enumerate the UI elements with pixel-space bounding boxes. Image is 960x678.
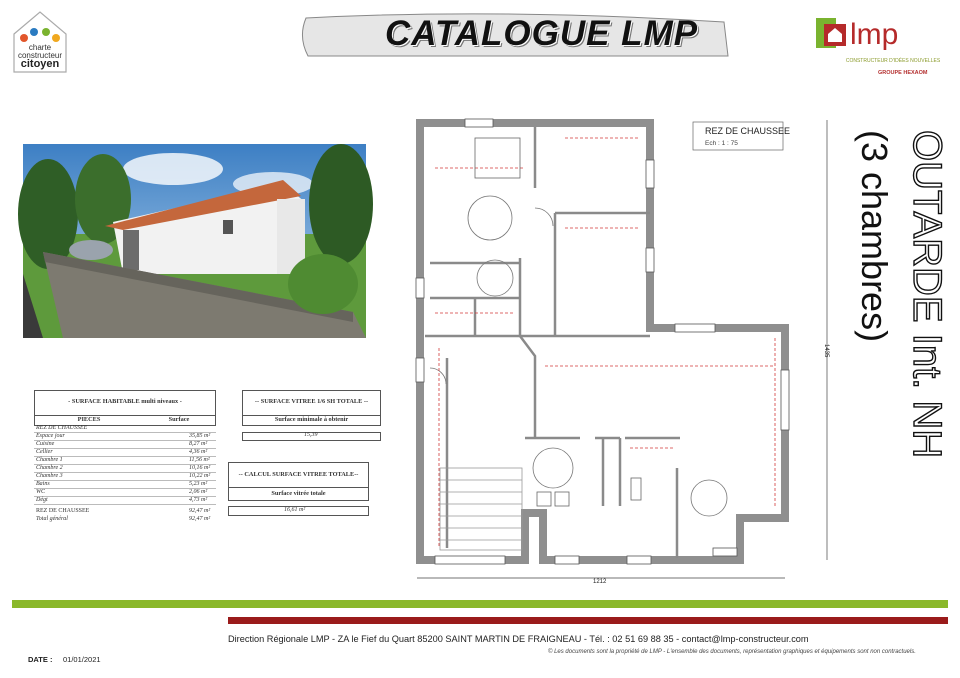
- surface-row-value: 8,27 m²: [189, 441, 208, 447]
- surface-row-piece: WC: [36, 489, 45, 495]
- surface-habitable-title: - SURFACE HABITABLE multi niveaux -: [68, 398, 182, 405]
- total-general-value: 92,47 m²: [189, 516, 211, 522]
- footer-address: Direction Régionale LMP - ZA le Fief du Quart 85200 SAINT MARTIN DE FRAIGNEAU - Tél. : 02 51 69 88 35 - contact@lmp-constructeur.com: [228, 634, 809, 644]
- inner-walls: [425, 127, 680, 558]
- lmp-tagline: CONSTRUCTEUR D'IDÉES NOUVELLES: [845, 58, 941, 64]
- surface-row-value: 35,85 m²: [189, 433, 211, 439]
- charte-text: [10, 44, 70, 69]
- model-name: OUTARDE Int. NH: [905, 130, 949, 459]
- bottom-dimension: 1212: [593, 579, 607, 585]
- level-label: REZ DE CHAUSSEE: [705, 126, 791, 136]
- rdc-group-label: REZ DE CHAUSSEE: [36, 425, 88, 431]
- fixtures: [475, 138, 641, 506]
- calcul-vitree-title: -- CALCUL SURFACE VITREE TOTALE--: [238, 471, 359, 478]
- surface-minimale-label: Surface minimale à obtenir: [274, 416, 349, 423]
- red-bar: [228, 617, 948, 624]
- house-render-photo: [23, 144, 366, 338]
- surface-row-value: 11,56 m²: [189, 457, 210, 463]
- row-separator: [34, 504, 216, 505]
- col-surface-header: Surface: [168, 416, 190, 423]
- surface-habitable-table: [34, 390, 216, 528]
- surface-row-piece: Chambre 3: [36, 473, 63, 479]
- surface-vitree-title: -- SURFACE VITREE 1/6 SH TOTALE --: [254, 398, 369, 405]
- lmp-wordmark: lmp: [850, 18, 899, 51]
- charte-top-text: charte: [28, 43, 52, 52]
- charte-mid-text: constructeur: [17, 51, 63, 60]
- model-subtitle: (3 chambres): [854, 130, 895, 343]
- total-general-label: Total général: [36, 516, 68, 522]
- surface-vitree-totale-value: 16,61 m²: [284, 507, 306, 513]
- lmp-group: GROUPE HEXAOM: [878, 70, 928, 76]
- surface-row-piece: Espace jour: [36, 433, 65, 439]
- floor-plan: [395, 108, 835, 598]
- charte-bottom-text: citoyen: [20, 58, 60, 70]
- surface-row-piece: Chambre 1: [36, 457, 63, 463]
- surface-row-value: 5,23 m²: [189, 481, 208, 487]
- surface-row-piece: Cuisine: [36, 441, 55, 447]
- plan-scale: Ech : 1 : 75: [705, 140, 738, 147]
- surface-vitree-table: [242, 390, 382, 442]
- surface-row-piece: Chambre 2: [36, 465, 63, 471]
- terrace-hatch: [440, 468, 522, 550]
- footer-copyright: © Les documents sont la propriété de LMP - L'ensemble des documents, représentation graphiques et équipements sont non contractuels.: [548, 649, 916, 655]
- surface-row-piece: Bains: [36, 481, 50, 487]
- green-bar: [12, 600, 948, 608]
- surface-row-piece: Dégt: [36, 497, 48, 503]
- page-title: CATALOGUE LMP: [385, 14, 699, 53]
- total-rdc-label: REZ DE CHAUSSEE: [36, 508, 90, 514]
- surface-row-piece: Cellier: [36, 449, 53, 455]
- surface-row-value: 4,36 m²: [189, 449, 208, 455]
- surface-vitree-totale-label: Surface vitrée totale: [271, 490, 326, 497]
- date-value: 01/01/2021: [63, 655, 101, 664]
- surface-minimale-value: 15,39: [304, 432, 318, 438]
- dimension-lines: [435, 138, 775, 548]
- col-piece-header: PIECES: [77, 416, 101, 423]
- calcul-vitree-table: [228, 462, 370, 518]
- model-title: [852, 120, 949, 560]
- surface-row-value: 10,22 m²: [189, 473, 211, 479]
- surface-row-value: 2,06 m²: [189, 489, 208, 495]
- total-rdc-value: 92,47 m²: [189, 508, 211, 514]
- surface-row-value: 10,16 m²: [189, 465, 211, 471]
- date-label: DATE :: [28, 655, 53, 664]
- right-dimension: 1435: [823, 344, 829, 358]
- surface-row-value: 4,73 m²: [189, 497, 208, 503]
